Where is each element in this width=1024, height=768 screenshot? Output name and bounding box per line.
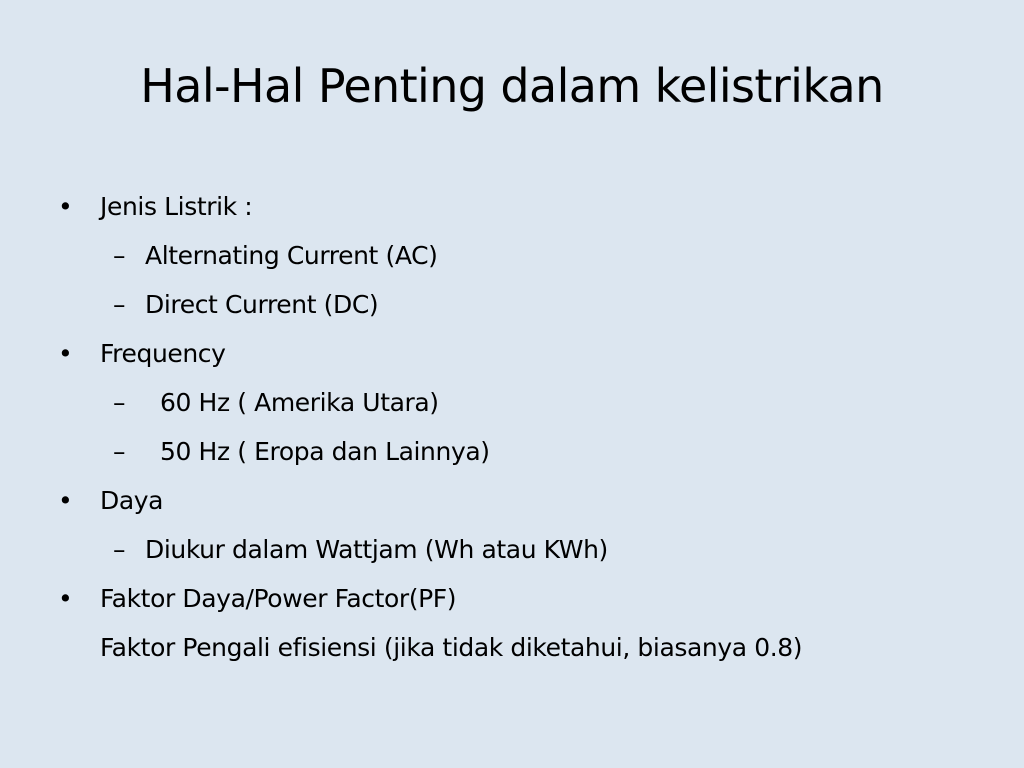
dash-marker: –: [113, 535, 126, 564]
sub-item-text: Alternating Current (AC): [145, 241, 438, 270]
bullet-marker: •: [58, 584, 73, 613]
bullet-text: Frequency: [100, 339, 226, 368]
sub-item-text: Diukur dalam Wattjam (Wh atau KWh): [145, 535, 608, 564]
bullet-text: Faktor Daya/Power Factor(PF): [100, 584, 457, 613]
bullet-marker: •: [58, 486, 73, 515]
sub-item-text: Direct Current (DC): [145, 290, 379, 319]
bullet-marker: •: [58, 339, 73, 368]
continuation-text: Faktor Pengali efisiensi (jika tidak diketahui, biasanya 0.8): [100, 633, 803, 662]
dash-marker: –: [113, 388, 126, 417]
dash-marker: –: [113, 290, 126, 319]
dash-marker: –: [113, 241, 126, 270]
slide-title: Hal-Hal Penting dalam kelistrikan: [140, 59, 884, 113]
bullet-text: Daya: [100, 486, 164, 515]
bullet-text: Jenis Listrik :: [100, 192, 253, 221]
dash-marker: –: [113, 437, 126, 466]
sub-item-text: 60 Hz ( Amerika Utara): [160, 388, 439, 417]
bullet-marker: •: [58, 192, 73, 221]
sub-item-text: 50 Hz ( Eropa dan Lainnya): [160, 437, 490, 466]
